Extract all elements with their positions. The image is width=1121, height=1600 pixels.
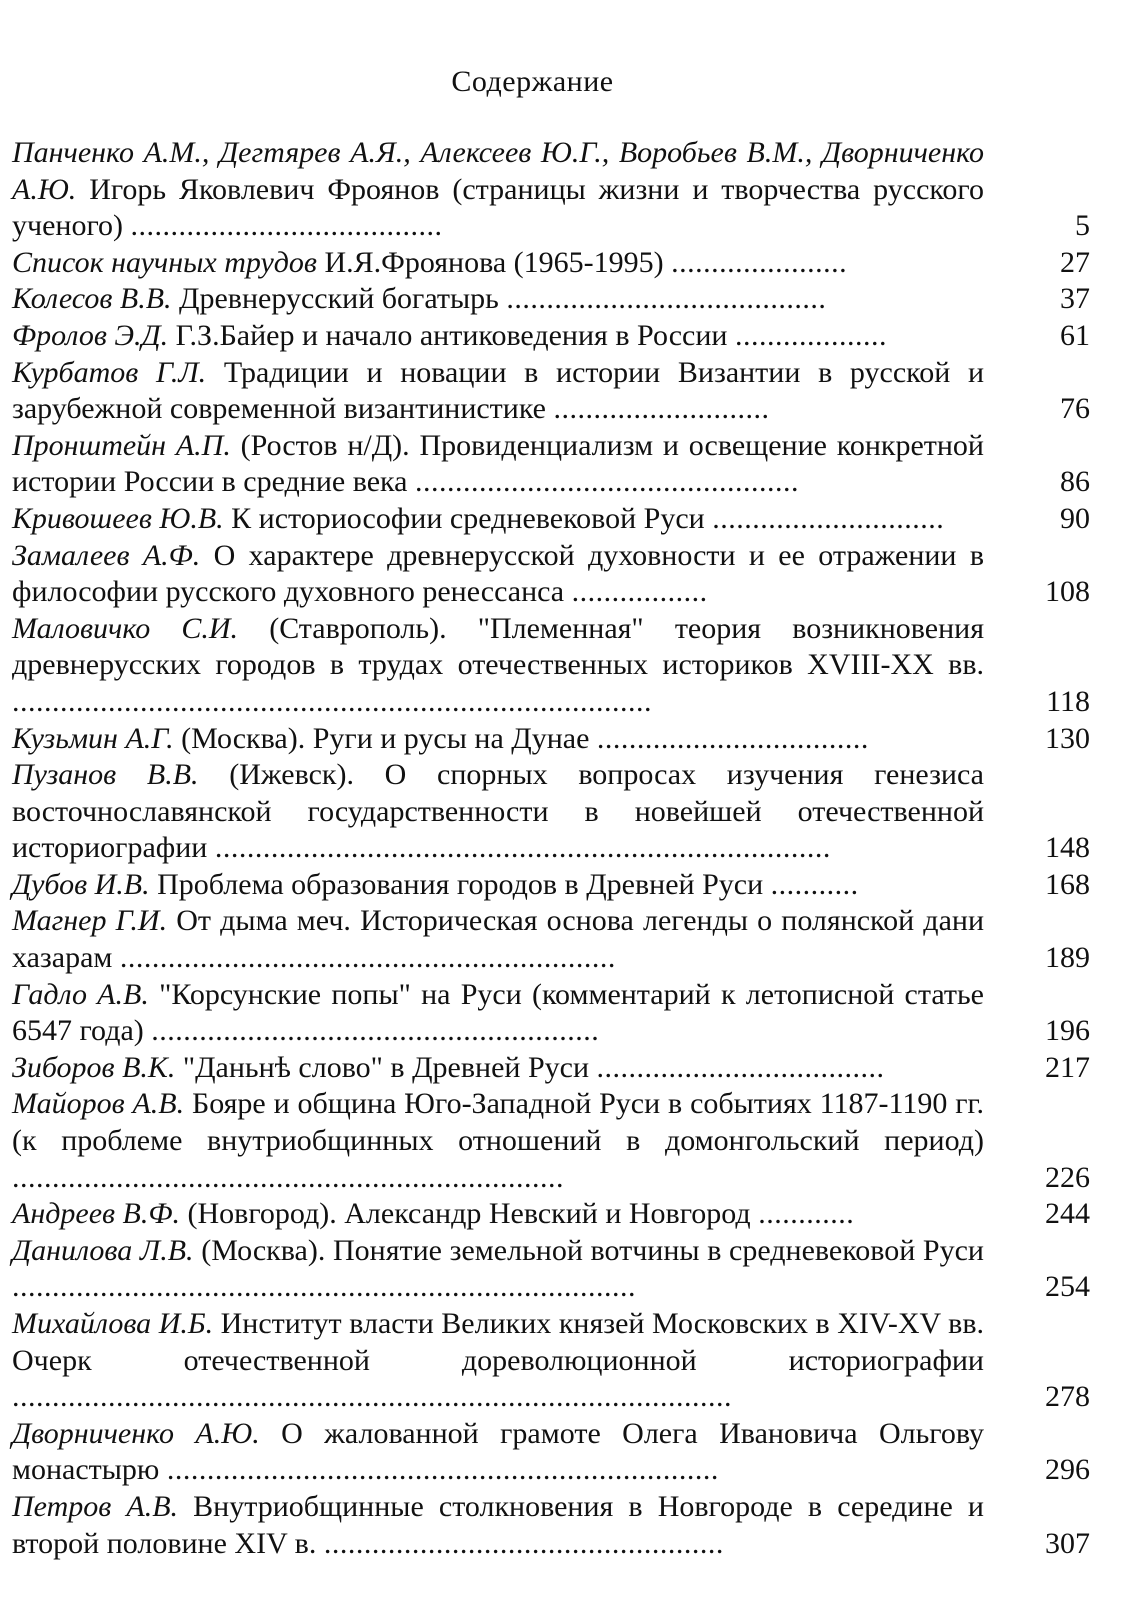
entry-title: Проблема образования городов в Древней Руси (149, 867, 771, 901)
entry-text (12, 867, 984, 904)
entry-title: (Москва). Понятие земельной вотчины в средневековой Руси (193, 1233, 984, 1267)
entry-title: "Даньнѣ слово" в Древней Руси (175, 1050, 597, 1084)
toc-entry (12, 355, 1090, 428)
entry-title: Институт власти Великих князей Московских в XIV-XV вв. Очерк отечественной дореволюционной историографии (12, 1307, 984, 1377)
page-number: 118 (1046, 684, 1090, 718)
dot-leader: .......................................................................................... (12, 1380, 732, 1414)
dot-leader: ..................................................................... (166, 1453, 719, 1487)
entry-author: Михайлова И.Б. (12, 1307, 214, 1340)
entry-text (12, 135, 984, 245)
toc-entry (12, 501, 1090, 538)
entry-title: О жалованной грамоте Олега Ивановича Ольгову монастырю (12, 1416, 984, 1487)
page-number: 217 (1045, 1050, 1090, 1084)
entry-text (12, 1050, 984, 1087)
entry-author: Зиборов В.К. (12, 1050, 176, 1084)
toc-entry (12, 1306, 1090, 1416)
toc-entry (12, 867, 1090, 904)
toc-entry (12, 1086, 1090, 1196)
page-number: 37 (1060, 282, 1090, 316)
entry-text (12, 721, 984, 758)
page-number: 76 (1060, 392, 1090, 426)
entry-text (12, 1416, 984, 1489)
page-number: 244 (1045, 1197, 1090, 1231)
dot-leader: .................................... (596, 1050, 885, 1084)
entry-text (12, 501, 984, 538)
entry-text (12, 1233, 984, 1306)
page-number: 27 (1060, 245, 1090, 279)
toc-entry (12, 281, 1090, 318)
toc-entry (12, 1416, 1090, 1489)
dot-leader: ................................................ (414, 465, 799, 499)
entry-text (12, 1086, 984, 1196)
table-of-contents (12, 135, 1090, 1562)
dot-leader: ........................... (553, 392, 770, 426)
entry-title: Игорь Яковлевич Фроянов (страницы жизни и творчества русского ученого) (12, 172, 984, 243)
entry-author: Данилова Л.В. (12, 1233, 194, 1267)
entry-author: Дубов И.В. (12, 867, 150, 901)
entry-text (12, 757, 984, 867)
entry-title: (Ростов н/Д). Провиденциализм и освещение конкретной истории России в средние века (12, 428, 984, 499)
entry-author: Дворниченко А.Ю. (12, 1416, 260, 1450)
entry-title: К историософии средневековой Руси (223, 501, 713, 535)
dot-leader: ........... (770, 867, 859, 901)
entry-author: Кривошеев Ю.В. (12, 501, 224, 535)
dot-leader: ...................... (671, 245, 848, 279)
dot-leader: ........................................................ (151, 1014, 600, 1048)
page-number: 189 (1045, 941, 1090, 975)
page-number: 254 (1045, 1270, 1090, 1304)
entry-author: Курбатов Г.Л. (12, 355, 207, 389)
dot-leader: ............................................................................. (214, 831, 831, 865)
entry-title: (Ставрополь). "Племенная" теория возникновения древнерусских городов в трудах отечественных историков XVIII-XX вв. (12, 611, 984, 682)
dot-leader: ..................................................................... (12, 1160, 564, 1194)
entry-author: Андреев В.Ф. (12, 1197, 180, 1231)
page-number: 307 (1045, 1526, 1090, 1560)
entry-title: Традиции и новации в истории Византии в русской и зарубежной современной византинистике (12, 355, 984, 426)
entry-title: Г.З.Байер и начало антиковедения в России (168, 318, 735, 352)
toc-entry (12, 318, 1090, 355)
entry-author: Гадло А.В. (12, 977, 149, 1011)
toc-entry (12, 977, 1090, 1050)
toc-entry (12, 903, 1090, 976)
entry-text (12, 977, 984, 1050)
entry-text (12, 318, 984, 355)
toc-entry (12, 611, 1090, 721)
entry-author: Маловичко С.И. (12, 611, 239, 645)
page-number: 5 (1075, 209, 1090, 243)
entry-title: О характере древнерусской духовности и ее отражении в философии русского духовного ренессанса (12, 538, 985, 609)
entry-text (12, 611, 984, 721)
entry-text (12, 355, 984, 428)
entry-title: Внутриобщинные столкновения в Новгороде в середине и второй половине XIV в. (12, 1489, 984, 1560)
page-number: 130 (1045, 721, 1090, 755)
page-number: 278 (1045, 1380, 1090, 1414)
page-number: 168 (1045, 867, 1090, 901)
entry-title: Древнерусский богатырь (171, 282, 507, 316)
dot-leader: .................................. (596, 721, 869, 755)
page-number: 226 (1045, 1160, 1090, 1194)
entry-title: (Новгород). Александр Невский и Новгород (180, 1197, 759, 1231)
entry-text (12, 1196, 984, 1233)
entry-author: Список научных трудов (12, 245, 317, 279)
entry-author: Пузанов В.В. (12, 758, 199, 792)
page-number: 61 (1060, 318, 1090, 352)
entry-title: "Корсунские попы" на Руси (комментарий к летописной статье 6547 года) (12, 977, 984, 1048)
dot-leader: ................................................................................ (12, 684, 652, 718)
entry-text (12, 538, 984, 611)
dot-leader: ........................................ (506, 282, 827, 316)
toc-entry (12, 428, 1090, 501)
toc-entry (12, 1050, 1090, 1087)
toc-entry (12, 135, 1090, 245)
toc-entry (12, 538, 1090, 611)
contents-heading: Содержание (451, 65, 614, 98)
page-number: 296 (1045, 1453, 1090, 1487)
entry-title: (Москва). Руги и русы на Дунае (173, 721, 597, 755)
entry-text (12, 903, 984, 976)
entry-text (12, 281, 984, 318)
page-number: 196 (1045, 1014, 1090, 1048)
page-number: 148 (1045, 831, 1090, 865)
dot-leader: ............ (758, 1197, 855, 1231)
entry-author: Фролов Э.Д. (12, 318, 169, 352)
entry-author: Колесов В.В. (12, 282, 172, 316)
entry-author: Панченко А.М., Дегтярев А.Я., Алексеев Ю.Г., Воробьев В.М., Дворниченко А.Ю. (12, 136, 984, 206)
entry-text (12, 428, 984, 501)
toc-entry (12, 245, 1090, 282)
dot-leader: ............................. (712, 501, 945, 535)
dot-leader: .................................................. (323, 1526, 724, 1560)
entry-text (12, 1489, 984, 1562)
toc-entry (12, 1196, 1090, 1233)
entry-author: Магнер Г.И. (12, 904, 168, 938)
entry-title: (Ижевск). О спорных вопросах изучения генезиса восточнославянской государственности в новейшей отечественной историографии (12, 758, 984, 865)
dot-leader: ....................................... (130, 209, 443, 243)
toc-entry (12, 757, 1090, 867)
entry-author: Замалеев А.Ф. (12, 538, 201, 572)
entry-text (12, 1306, 984, 1416)
entry-author: Петров А.В. (12, 1489, 179, 1523)
entry-author: Майоров А.В. (12, 1087, 185, 1121)
entry-text (12, 245, 984, 282)
page-number: 108 (1045, 575, 1090, 609)
entry-title: И.Я.Фроянова (1965-1995) (316, 245, 672, 279)
entry-title: Бояре и община Юго-Западной Руси в событиях 1187-1190 гг. (к проблеме внутриобщинных отношений в домонгольский период) (12, 1087, 984, 1158)
toc-entry (12, 721, 1090, 758)
entry-author: Кузьмин А.Г. (12, 721, 174, 755)
page-number: 90 (1060, 501, 1090, 535)
entry-author: Пронштейн А.П. (12, 428, 231, 462)
toc-entry (12, 1489, 1090, 1562)
toc-entry (12, 1233, 1090, 1306)
dot-leader: .............................................................................. (12, 1270, 636, 1304)
dot-leader: ................... (734, 318, 887, 352)
dot-leader: ................. (571, 575, 708, 609)
entry-title: От дыма меч. Историческая основа легенды о полянской дани хазарам (12, 904, 984, 975)
dot-leader: .............................................................. (119, 941, 616, 975)
page-number: 86 (1060, 465, 1090, 499)
